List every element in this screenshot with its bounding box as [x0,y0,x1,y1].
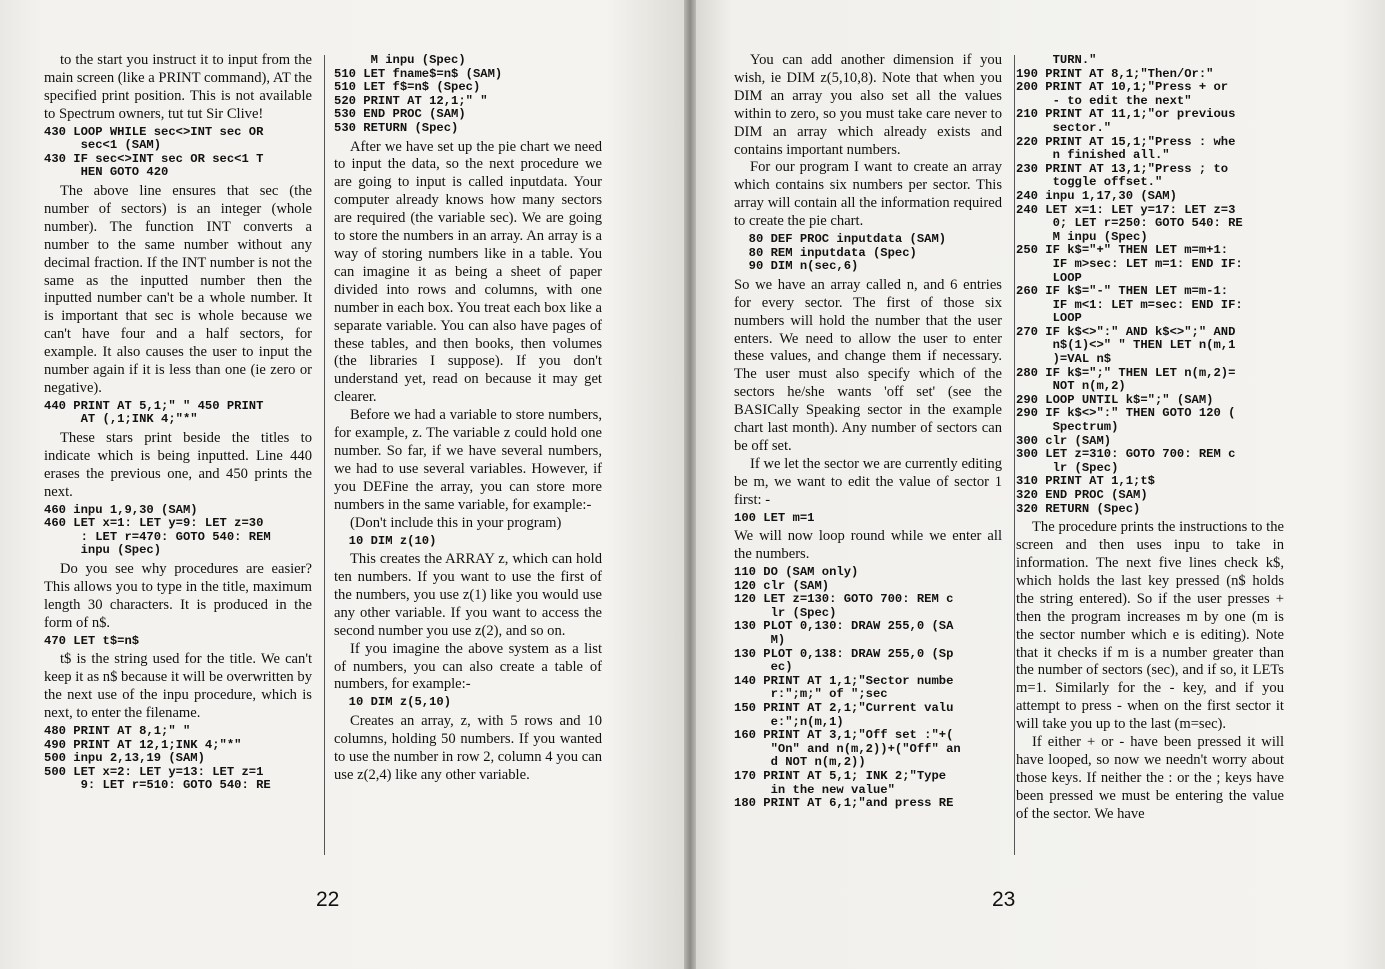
left-column-1 [44,52,312,872]
paragraph: You can add another dimension if you wish, ie DIM z(5,10,8). Note that when you DIM an array you also set all the values within to zero, so you must take care never to DIM an array which already exists and contains important numbers. [734,52,1002,158]
page-number-right: 23 [992,888,1016,911]
code-listing: 100 LET m=1 [734,510,815,525]
paragraph: Before we had a variable to store numbers, for example, z. The variable z could hold one number. So far, if we have several numbers, we had to use several variables. However, if you DEFine the array, you can store more numbers in the same variable, for example:- [334,407,602,513]
code-listing: 440 PRINT AT 5,1;" " 450 PRINT AT (,1;INK 4;"*" [44,398,264,427]
code-listing: 460 inpu 1,9,30 (SAM) 460 LET x=1: LET y=9: LET z=30 : LET r=470: GOTO 540: REM inpu (Spec) [44,502,271,558]
paragraph: If either + or - have been pressed it will have looped, so now we needn't worry about those keys. If neither the : or the ; keys have been pressed we must be entering the value of the sector. We have [1016,734,1284,822]
column-divider-right [1014,55,1015,855]
paragraph: t$ is the string used for the title. We can't keep it as n$ because it will be overwritten by the next use of the inpu procedure, which is next, to enter the filename. [44,651,312,721]
code-listing: 110 DO (SAM only) 120 clr (SAM) 120 LET z=130: GOTO 700: REM c lr (Spec) 130 PLOT 0,130: DRAW 255,0 (SA M) 130 PLOT 0,138: DRAW 255,0 (Sp ec) 140 PRINT AT 1,1;"Sector numbe r:";m;" of ";sec 150 PRINT AT 2,1;"Current valu e:";n(m,1) 160 PRINT AT 3,1;"Off set :"+( "On" and n(m,2))+("Off" an d NOT n(m,2)) 170 PRINT AT 5,1; INK 2;"Type in the new value" 180 PRINT AT 6,1;"and press RE [734,565,961,811]
column-divider-left [324,55,325,855]
paragraph: If you imagine the above system as a list of numbers, you can also create a table of numbers, for example:- [334,640,602,693]
right-column-1 [734,52,1002,872]
right-column-2 [1016,52,1284,872]
paragraph: After we have set up the pie chart we need to input the data, so the next procedure we are going to input is called inputdata. Your computer already knows how many sectors are required (the variable sec). We are going to store the numbers in an array. An array is a way of storing numbers like in a table. You can imagine it as being a sheet of paper divided into rows and columns, with one number in each box. You treat each box like a separate variable. You can also have pages of these tables, and then books, then volumes (the libraries I suppose). If you don't understand yet, read on because it may get clearer. [334,138,602,406]
code-listing: 480 PRINT AT 8,1;" " 490 PRINT AT 12,1;INK 4;"*" 500 inpu 2,13,19 (SAM) 500 LET x=2: LET y=13: LET z=1 9: LET r=510: GOTO 540: RE [44,723,271,793]
paragraph: (Don't include this in your program) [350,514,562,531]
paragraph: to the start you instruct it to input from the main screen (like a PRINT command), AT the specified print position. This is not available to Spectrum owners, tut tut Sir Clive! [44,52,312,122]
paragraph: If we let the sector we are currently editing be m, we want to edit the value of sector 1 first: - [734,455,1002,508]
right-page [690,0,1385,969]
code-listing: 10 DIM z(5,10) [334,695,452,710]
paragraph: So we have an array called n, and 6 entries for every sector. The first of those six numbers will hold the number that the user enters. We need to allow the user to enter these values, and change them if necessary. The user must also specify which of the sectors he/she wants 'off set' (see the BASICally Speaking sector in the example chart last month). Any number of sectors can be off set. [734,276,1002,454]
paragraph: These stars print beside the titles to indicate which is being inputted. Line 440 erases the previous one, and 450 prints the next. [44,430,312,500]
left-page [0,0,690,969]
code-listing: 470 LET t$=n$ [44,633,140,648]
code-listing: 430 LOOP WHILE sec<>INT sec OR sec<1 (SAM) 430 IF sec<>INT sec OR sec<1 T HEN GOTO 420 [44,124,264,180]
paragraph: This creates the ARRAY z, which can hold ten numbers. If you want to use the first of the numbers, you use z(1) like you would use any other variable. If you want to access the second number you use z(2), and so on. [334,551,602,639]
paragraph: We will now loop round while we enter all the numbers. [734,528,1002,563]
code-listing: TURN." 190 PRINT AT 8,1;"Then/Or:" 200 PRINT AT 10,1;"Press + or - to edit the next" 210 PRINT AT 11,1;"or previous sector." 220 PRINT AT 15,1;"Press : whe n finished all." 230 PRINT AT 13,1;"Press ; to toggle offset." 240 inpu 1,17,30 (SAM) 240 LET x=1: LET y=17: LET z=3 0; LET r=250: GOTO 540: RE M inpu (Spec) 250 IF k$="+" THEN LET m=m+1: IF m>sec: LET m=1: END IF: LOOP 260 IF k$="-" THEN LET m=m-1: IF m<1: LET m=sec: END IF: LOOP 270 IF k$<>":" AND k$<>";" AND n$(1)<>" " THEN LET n(m,1 )=VAL n$ 280 IF k$=";" THEN LET n(m,2)= NOT n(m,2) 290 LOOP UNTIL k$=";" (SAM) 290 IF k$<>":" THEN GOTO 120 ( Spectrum) 300 clr (SAM) 300 LET z=310: GOTO 700: REM c lr (Spec) 310 PRINT AT 1,1;t$ 320 END PROC (SAM) 320 RETURN (Spec) [1016,53,1243,516]
paragraph: The above line ensures that sec (the number of sectors) is an integer (whole number). The function INT converts a number to the same number without any decimal fraction. If the INT number is not the same as the inputted number then the inputted number can't be a whole number. It is important that sec is whole because we can't have four and a half sectors, for example. It also causes the user to input the number again if it is less than one (ie zero or negative). [44,183,312,396]
paragraph: For our program I want to create an array which contains six numbers per sector. This array will contain all the information required to create the pie chart. [734,159,1002,230]
page-number-left: 22 [316,888,340,911]
code-listing: 80 DEF PROC inputdata (SAM) 80 REM inputdata (Spec) 90 DIM n(sec,6) [748,232,947,274]
paragraph: The procedure prints the instructions to the screen and then uses inpu to take in information. The next five lines check k$, which holds the last key pressed (n$ holds the string entered). So if the user presses + then the program increases m by one (m is the sector number which e is editing). Note that it checks if m is a number greater than the number of sectors (sec), and if so, it LETs m=1. Similarly for the - key, and if you attempt to press - when on the first sector it will take you up to the last (m=sec). [1016,519,1284,733]
paragraph: Do you see why procedures are easier? This allows you to type in the title, maximum length 30 characters. It is produced in the form of n$. [44,561,312,631]
code-listing: 10 DIM z(10) [334,533,437,548]
paragraph: Creates an array, z, with 5 rows and 10 columns, holding 50 numbers. If you wanted to use the number in row 2, column 4 you can use z(2,4) like any other variable. [334,712,602,783]
left-column-2 [334,52,602,872]
code-listing: M inpu (Spec) 510 LET fname$=n$ (SAM) 510 LET f$=n$ (Spec) 520 PRINT AT 12,1;" " 530 END PROC (SAM) 530 RETURN (Spec) [334,53,503,135]
book-spine-gutter [684,0,696,969]
